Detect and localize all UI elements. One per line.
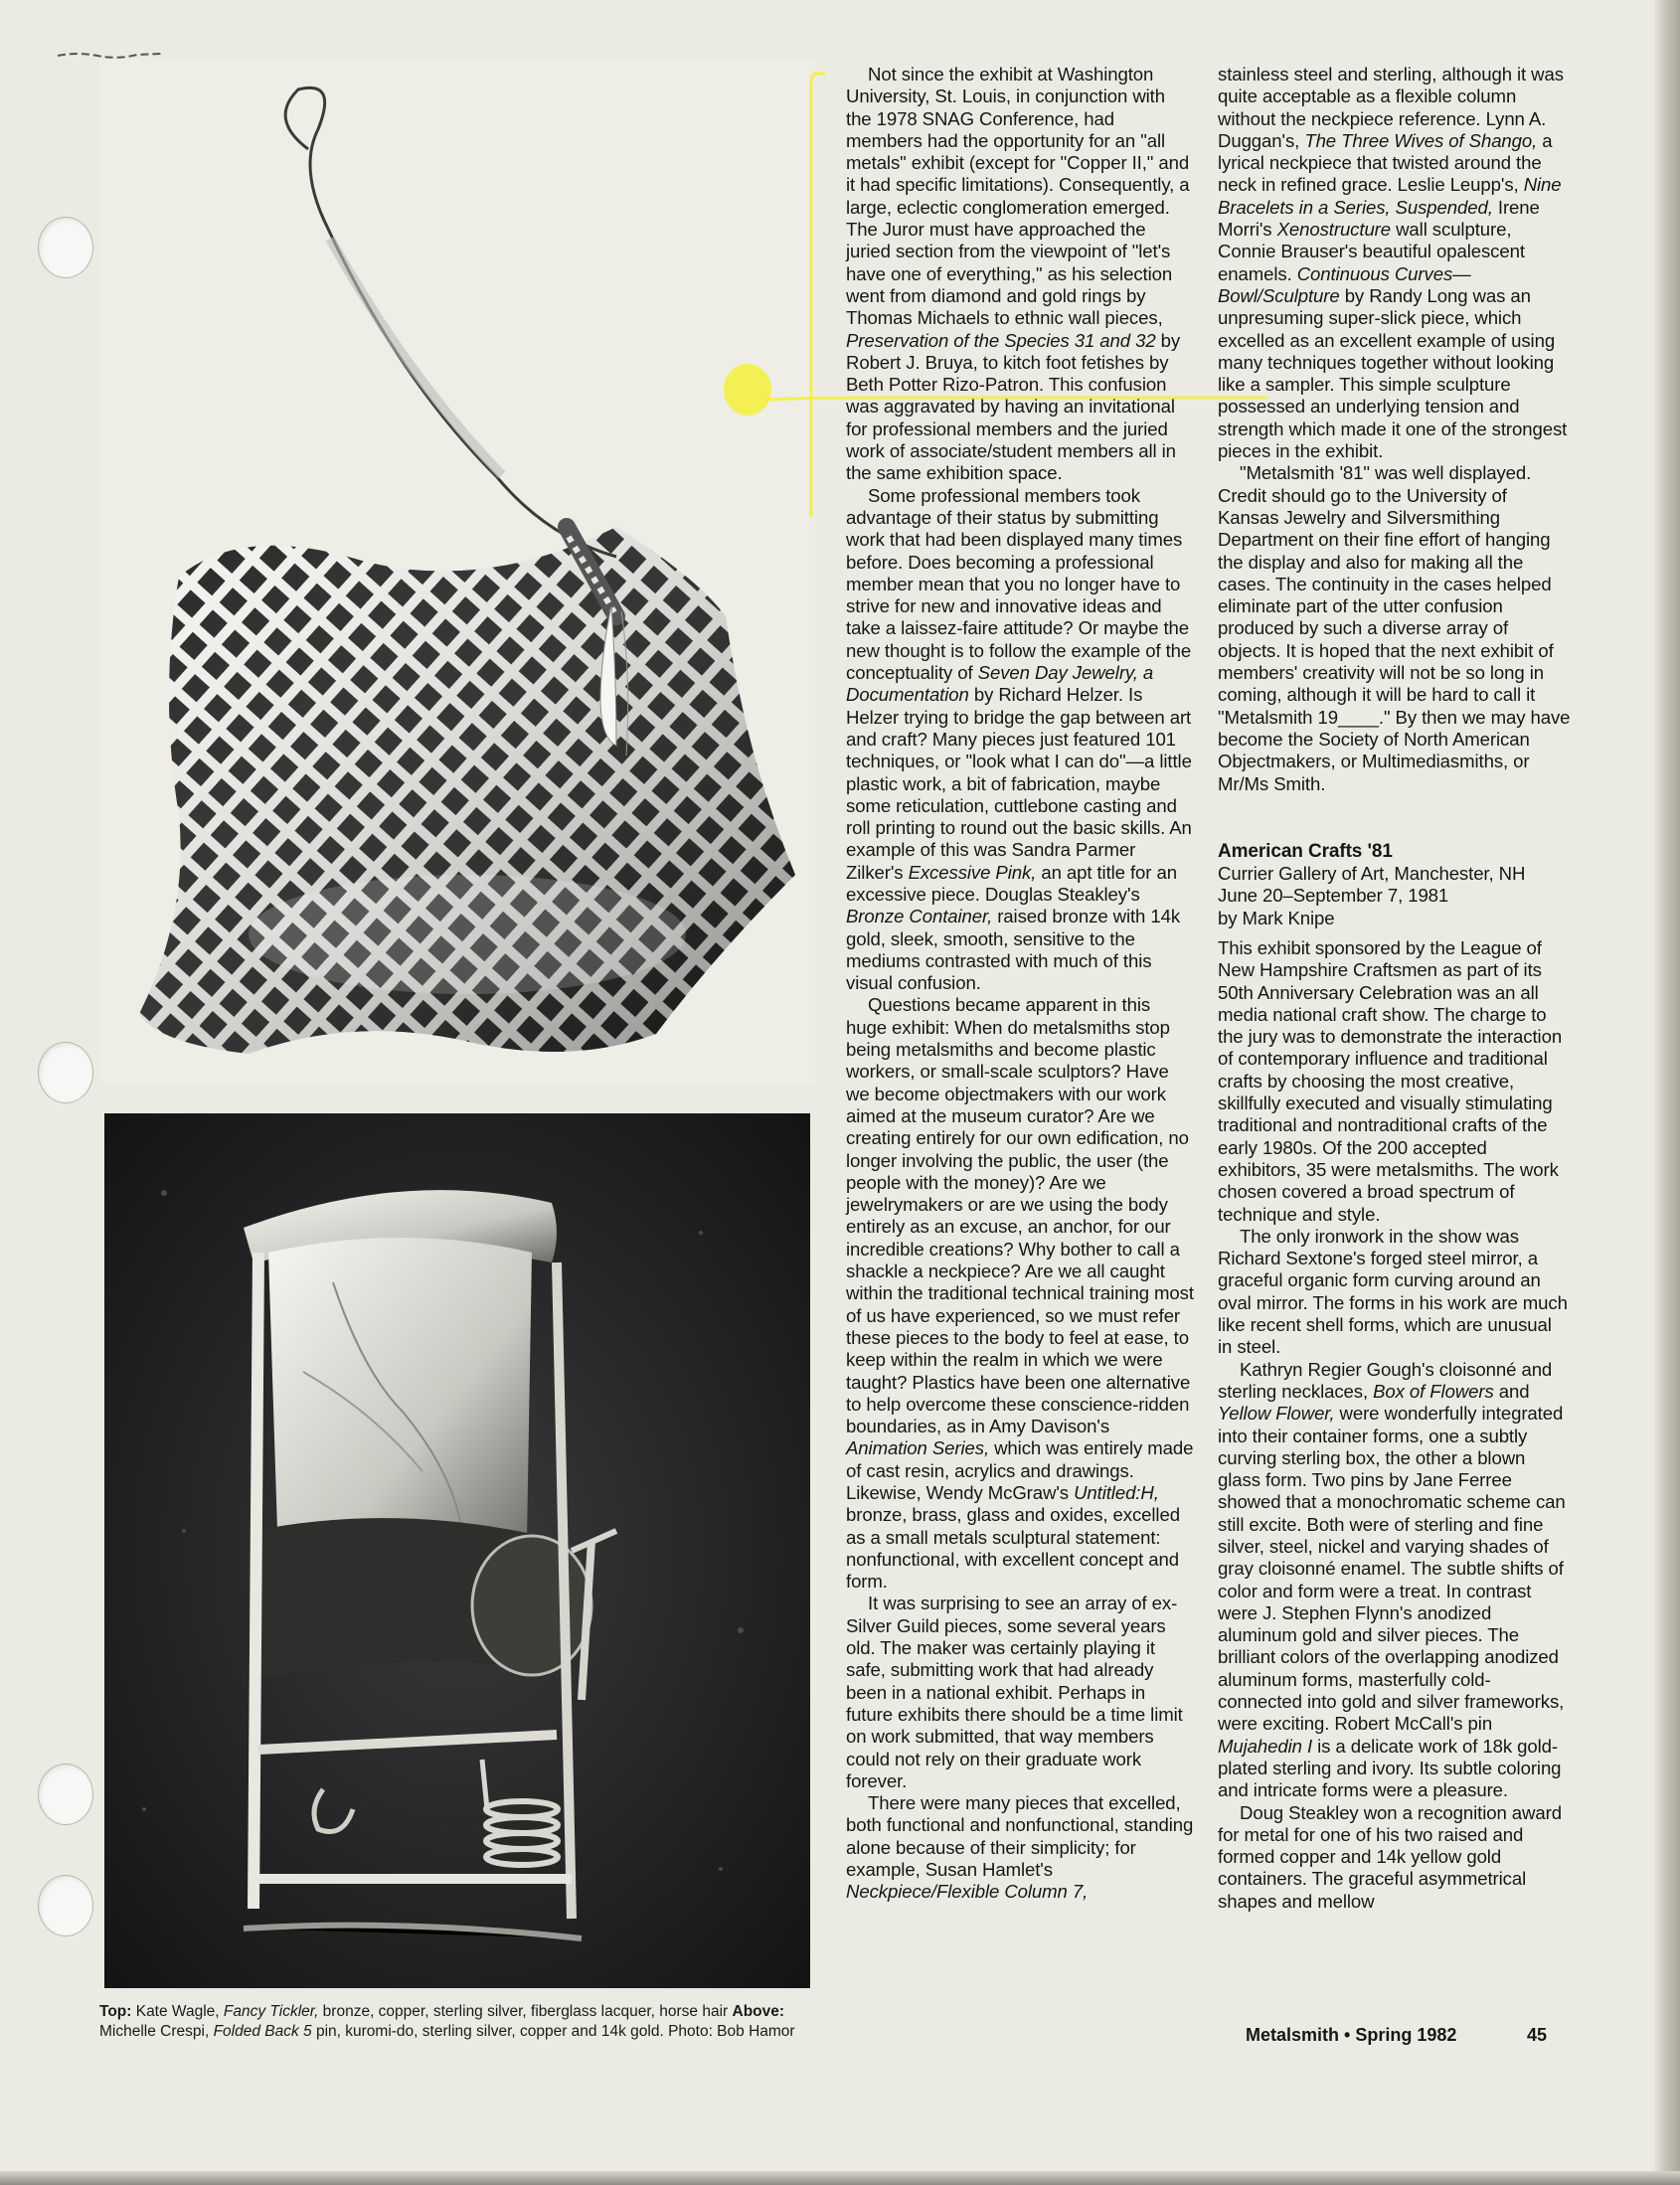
binder-hole-bottom (38, 1875, 93, 1936)
article-column-1 (846, 64, 1194, 1904)
col2-paragraph-5: Kathryn Regier Gough's cloisonné and sterling necklaces, Box of Flowers and Yellow Flower, were wonderfully integrated into their container forms, one a subtly curving sterling box, the other a blown glass form. Two pins by Jane Ferree showed that a monochromatic scheme can still excite. Both were of sterling and fine silver, steel, nickel and varying shades of gray cloisonné enamel. The subtle shifts of color and form were a treat. In contrast were J. Stephen Flynn's anodized aluminum gold and silver pieces. The brilliant colors of the overlapping anodized aluminum forms, masterfully cold-connected into gold and silver frameworks, were exciting. Robert McCall's pin Mujahedin I is a delicate work of 18k gold-plated sterling and ivory. Its subtle coloring and intricate forms were a pleasure. (1218, 1358, 1566, 1801)
section-title: American Crafts '81 (1218, 840, 1393, 862)
page-bottom-shadow (0, 2171, 1680, 2185)
page-number: 45 (1527, 2025, 1548, 2045)
section-venue: Currier Gallery of Art, Manchester, NH (1218, 863, 1526, 885)
col1-paragraph-5: There were many pieces that excelled, both functional and nonfunctional, standing alone because of their simplicity; for example, Susan Hamlet's Neckpiece/Flexible Column 7, (846, 1792, 1194, 1903)
caption-above-artist: Michelle Crespi, (99, 2023, 214, 2040)
col2-paragraph-4: The only ironwork in the show was Richard Sextone's forged steel mirror, a graceful organic form curving around an oval mirror. The forms in his work are much like recent shell forms, which are unusual in steel. (1218, 1225, 1568, 1358)
photo-caption (99, 2002, 815, 2042)
col1-paragraph-4: It was surprising to see an array of ex-Silver Guild pieces, some several years old. The maker was certainly playing it safe, submitting work that had already been in a national exhibit. Perhaps in future exhibits there should be a time limit on work submitted, that way members could not rely on their graduate work forever. (846, 1593, 1183, 1791)
caption-top-artist: Kate Wagle, (131, 2003, 224, 2020)
caption-above-materials: pin, kuromi-do, sterling silver, copper and 14k gold. Photo: Bob Hamor (311, 2023, 795, 2040)
section-author: by Mark Knipe (1218, 907, 1335, 928)
binder-hole-lower (38, 1764, 93, 1825)
col2-paragraph-3: This exhibit sponsored by the League of New Hampshire Craftsmen as part of its 50th Anniversary Celebration was an all media national craft show. The charge to the jury was to demonstrate the interaction of contemporary influence and traditional crafts by choosing the most creative, skillfully executed and visually stimulating traditional and nontraditional crafts of the early 1980s. Of the 200 accepted exhibitors, 35 were metalsmiths. The work chosen covered a broad spectrum of technique and style. (1218, 936, 1563, 1225)
col1-paragraph-3: Questions became apparent in this huge exhibit: When do metalsmiths stop being metalsmiths and become plastic workers, or small-scale sculptors? Have we become objectmakers with our work aimed at the museum curator? Are we creating entirely for our own edification, no longer involving the public, the user (the people with the money)? Are we jewelrymakers or are we using the body entirely as an excuse, an anchor, for our incredible creations? Why bother to call a shackle a neckpiece? Are we all caught within the traditional technical training most of us have experienced, so we must refer these pieces to the body to feel at ease, to keep within the realm in which we were taught? Plastics have been one alternative to help overcome these conscience-ridden boundaries, as in Amy Davison's Animation Series, which was entirely made of cast resin, acrylics and drawings. Likewise, Wendy McGraw's Untitled:H, bronze, brass, glass and oxides, excelled as a small metals sculptural statement: nonfunctional, with excellent concept and form. (846, 994, 1194, 1593)
binder-hole-middle (38, 1042, 93, 1103)
col1-paragraph-1: Not since the exhibit at Washington University, St. Louis, in conjunction with the 1978 SNAG Conference, had members had the opportunity for an "all metals" exhibit (except for "Copper II," and it had specific limitations). Consequently, a large, eclectic conglomeration emerged. The Juror must have approached the juried section from the viewpoint of "let's have one of everything," as his selection went from diamond and gold rings by Thomas Michaels to ethnic wall pieces, Preservation of the Species 31 and 32 by Robert J. Bruya, to kitch foot fetishes by Beth Potter Rizo-Patron. This confusion was aggravated by having an invitational for professional members and the juried work of associate/student members all in the same exhibition space. (846, 64, 1190, 484)
col2-paragraph-2: "Metalsmith '81" was well displayed. Credit should go to the University of Kansas Jewelry and Silversmithing Department on their fine effort of hanging the display and also for making all the cases. The continuity in the cases helped eliminate part of the utter confusion produced by such a diverse array of objects. It is hoped that the next exhibit of members' creativity will not be so long in coming, although it will be hard to call it "Metalsmith 19____." By then we may have become the Society of North American Objectmakers, or Multimediasmiths, or Mr/Ms Smith. (1218, 462, 1571, 794)
col1-paragraph-2: Some professional members took advantage of their status by submitting work that had been displayed many times before. Does becoming a professional member mean that you no longer have to strive for new and innovative ideas and take a laissez-faire attitude? Or maybe the new thought is to follow the example of the conceptuality of Seven Day Jewelry, a Documentation by Richard Helzer. Is Helzer trying to bridge the gap between art and craft? Many pieces just featured 101 techniques, or "look what I can do"—a little plastic work, a bit of fabrication, maybe some reticulation, cuttlebone casting and roll printing to round out the basic skills. An example of this was Sandra Parmer Zilker's Excessive Pink, an apt title for an excessive piece. Douglas Steakley's Bronze Container, raised bronze with 14k gold, sleek, smooth, sensitive to the mediums contrasted with much of this visual confusion. (846, 484, 1192, 994)
caption-top-label: Top: (99, 2003, 132, 2020)
section-heading-american-crafts (1218, 841, 1571, 929)
col2-paragraph-1: stainless steel and sterling, although it was quite acceptable as a flexible column without the neckpiece reference. Lynn A. Duggan's, The Three Wives of Shango, a lyrical neckpiece that twisted around the neck in refined grace. Leslie Leupp's, Nine Bracelets in a Series, Suspended, Irene Morri's Xenostructure wall sculpture, Connie Brauser's beautiful opalescent enamels. Continuous Curves—Bowl/Sculpture by Randy Long was an unpresuming super-slick piece, which excelled as an excellent example of using many techniques together without looking like a sampler. This simple sculpture possessed an underlying tension and strength which made it one of the strongest pieces in the exhibit. (1218, 64, 1568, 462)
caption-top-materials: bronze, copper, sterling silver, fiberglass lacquer, horse hair (318, 2003, 733, 2020)
col2-paragraph-6: Doug Steakley won a recognition award for metal for one of his two raised and formed copper and 14k yellow gold containers. The graceful asymmetrical shapes and mellow (1218, 1801, 1562, 1912)
running-footer: Metalsmith • Spring 1982 (1246, 2025, 1457, 2045)
photo-folded-back-pin (104, 1113, 810, 1988)
caption-above-title: Folded Back 5 (213, 2023, 312, 2040)
page-edge-shadow (1654, 0, 1680, 2185)
caption-above-label: Above: (732, 2003, 785, 2020)
binder-hole-top (38, 217, 93, 278)
caption-top-title: Fancy Tickler, (223, 2003, 319, 2020)
section-body (1218, 937, 1571, 1913)
section-dates: June 20–September 7, 1981 (1218, 885, 1449, 907)
article-column-2 (1218, 64, 1571, 1913)
